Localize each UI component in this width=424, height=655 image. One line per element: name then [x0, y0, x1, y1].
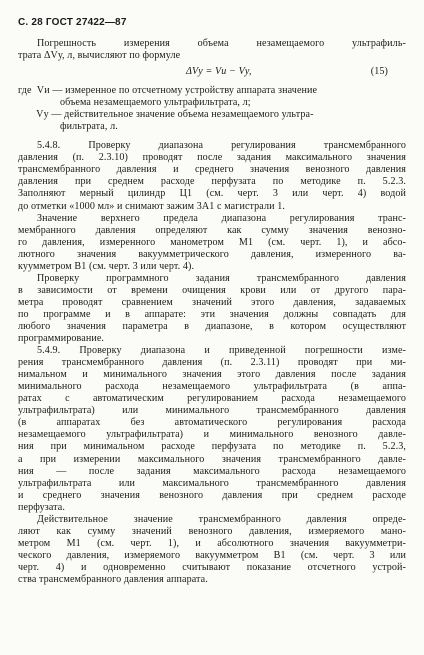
text-line: ратах с автоматическим регулированием расхода незамещаемого — [18, 393, 406, 405]
text-line: ляют как сумму значений венозного давления, измеряемого мано- — [18, 525, 406, 537]
text-line: в зависимости от времени очищения крови или от другого пара- — [18, 284, 406, 296]
text-line: перфузата. — [18, 501, 66, 513]
text-line: Погрешность измерения объема незамещаемого ультрафиль- — [37, 38, 406, 49]
text-line: давления (п. 2.3.10) проводят после задания максимального значения — [18, 152, 406, 164]
text-line: Действительное значение трансмембранного давления опреде- — [37, 513, 406, 525]
text-line: ства трансмембранного давления аппарата. — [18, 573, 208, 585]
formula-expression: ΔVу = Vи − Vу, — [186, 66, 252, 78]
text-line: любого значения параметра в диапазоне, в котором осуществляют — [18, 320, 406, 332]
text-line: лютного значения вакуумметрического давления, измеренного ва- — [18, 248, 406, 260]
text-line: ультрафильтрата) или минимального трансмембранного давления — [18, 405, 406, 417]
text-line: Проверку программного задания трансмембранного давления — [37, 272, 406, 284]
text-line: ультрафильтрата или максимального трансмембранного давления — [18, 477, 406, 489]
text-line: по программе и в аппарате: эти значения должны совпадать для — [18, 308, 406, 320]
text-line: 5.4.8. Проверку диапазона регулирования трансмембранного — [37, 140, 406, 152]
text-line: трата ΔVу, л, вычисляют по формуле — [18, 50, 181, 62]
text-line: и среднего значения венозного давления при среднем расходе — [18, 489, 406, 501]
text-line: Заполняют мерный цилиндр Ц1 (см. черт. 3 или черт. 4) водой — [18, 188, 406, 200]
text-line: незамещаемого ультрафильтрата) и минимального венозного давле- — [18, 429, 406, 441]
text-line: фильтрата, л. — [18, 121, 118, 133]
text-line: до отметки «1000 мл» и снимают зажим 3А1 с магистрали 1. — [18, 200, 286, 212]
text-line: (в аппаратах без автоматического регулирования расхода — [18, 417, 406, 429]
spacer — [18, 133, 406, 140]
text-line: давления при среднем расходе перфузата по методике п. 5.2.3. — [18, 176, 406, 188]
text-line: ния при минимальном расходе перфузата по методике п. 5.2.3, — [18, 441, 406, 453]
formula-number: (15) — [370, 66, 388, 78]
text-line: ческого давления, измеряемого вакуумметром В1 (см. черт. 3 или — [18, 549, 406, 561]
text-line: трансмембранного давления и среднего значения венозного давления — [18, 164, 406, 176]
text-line: ния — после задания максимального расхода незамещаемого — [18, 465, 406, 477]
text-line: минимального расхода незамещаемого ультрафильтрата (в аппа- — [18, 381, 406, 393]
text-line: а при измерении максимального значения трансмембранного давле- — [18, 453, 406, 465]
text-line: программирование. — [18, 333, 105, 345]
text-line: где Vи — измеренное по отсчетному устройству аппарата значение — [18, 85, 318, 97]
page-header: С. 28 ГОСТ 27422—87 — [18, 17, 127, 28]
text-line: мембранного давления определяют как сумму значения венозно- — [18, 224, 406, 236]
text-line: Значение верхнего предела диапазона регулирования транс- — [37, 212, 406, 224]
text-line: черт. 4) и одновременно считывают показание отсчетного устрой- — [18, 561, 406, 573]
text-line: рения трансмембранного давления (п. 2.3.11) проводят при ми- — [18, 357, 406, 369]
text-line: нимальном и минимального значения этого давления после задания — [18, 369, 406, 381]
document-body — [18, 38, 406, 586]
text-line: метра проводят сравнением значений этого давления, задаваемых — [18, 296, 406, 308]
text-line: го давления, измеренного манометром М1 (см. черт. 1), и абсо- — [18, 236, 406, 248]
text-line: метром М1 (см. черт. 1), и абсолютного значения вакуумметри- — [18, 537, 406, 549]
text-line: куумметром В1 (см. черт. 3 или черт. 4). — [18, 260, 195, 272]
text-line: Vу — действительное значение объема незамещаемого ультра- — [18, 109, 314, 121]
formula-15 — [18, 65, 406, 79]
text-line: объема незамещаемого ультрафильтрата, л; — [18, 97, 251, 109]
text-line: 5.4.9. Проверку диапазона и приведенной погрешности изме- — [37, 345, 406, 357]
